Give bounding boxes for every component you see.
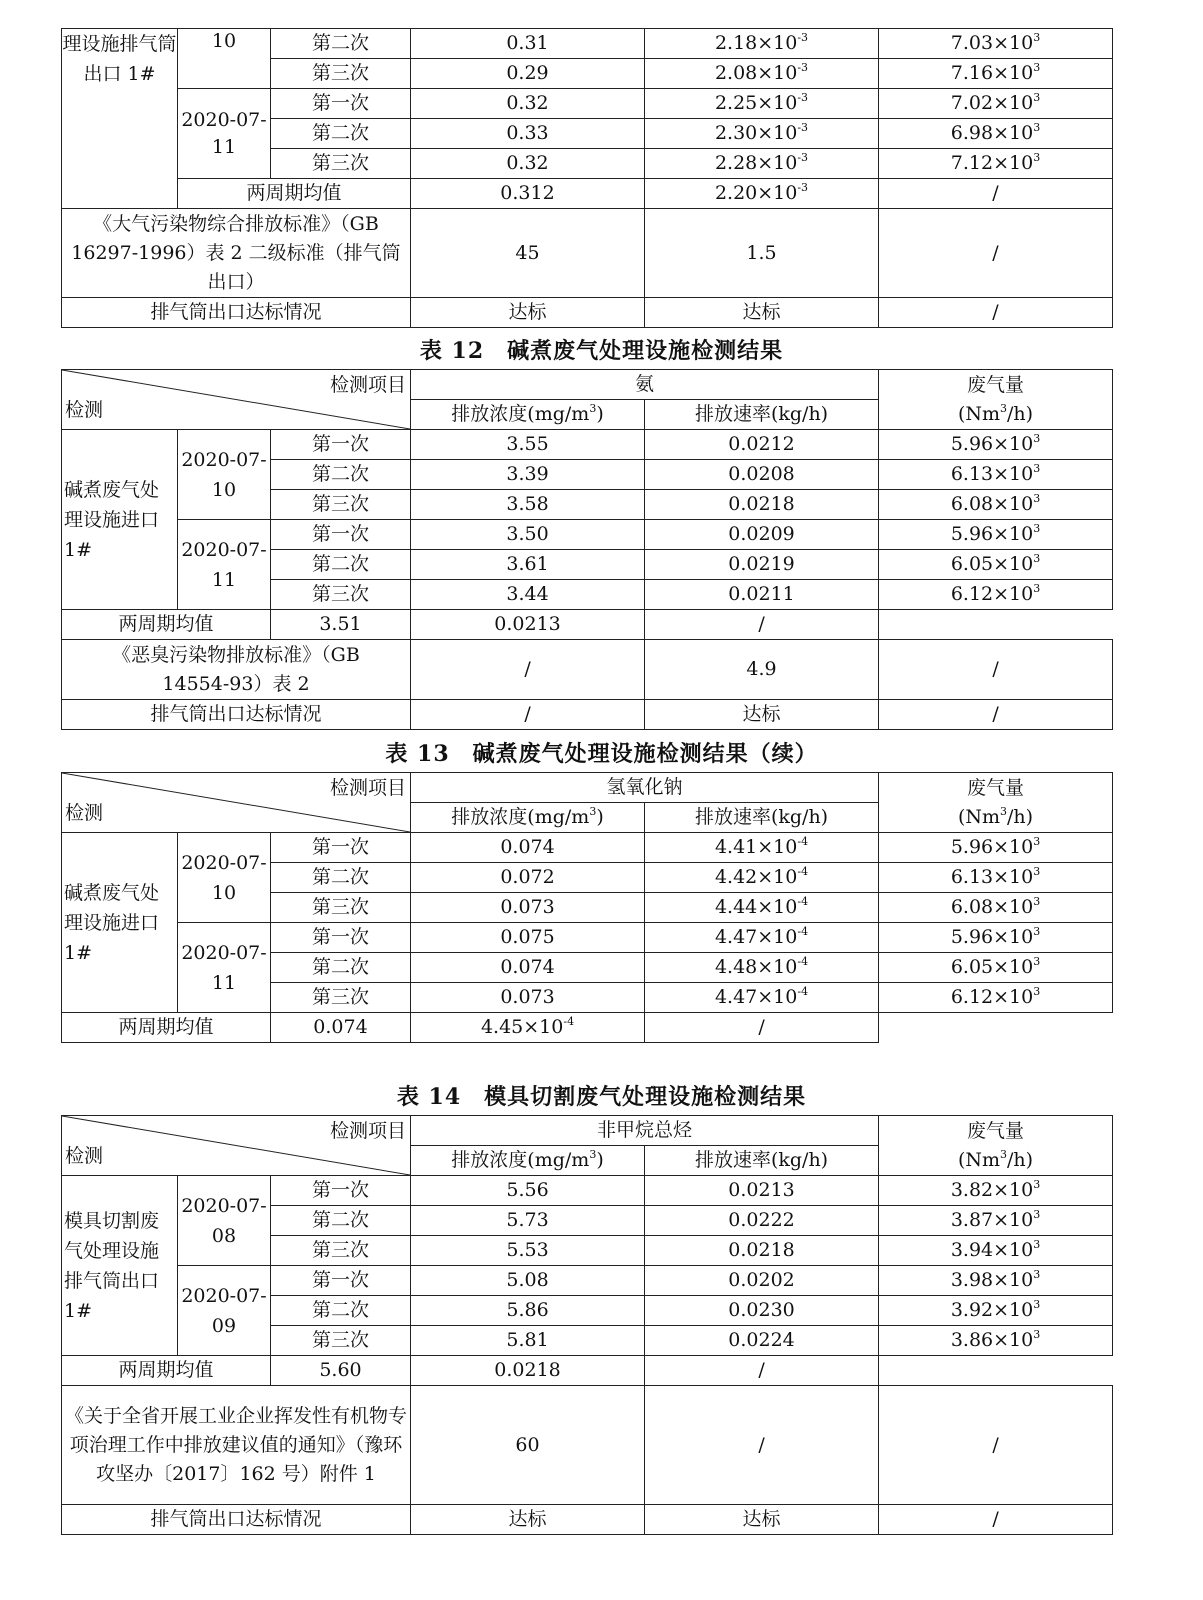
conc-value: 0.312 <box>411 179 645 209</box>
gas-value: $7.02\times 10^3$ <box>879 89 1113 119</box>
rate-header: 排放速率(kg/h) <box>645 1146 879 1176</box>
table-row <box>62 1356 1113 1386</box>
gas-value: $5.96\times 10^3$ <box>879 430 1113 460</box>
site-cell: 碱煮废气处理设施进口 1# <box>62 833 178 1013</box>
rate-value: 达标 <box>645 298 879 328</box>
gas-value: $3.87\times 10^3$ <box>879 1206 1113 1236</box>
table-row <box>62 179 1113 209</box>
run-label: 第三次 <box>271 1326 411 1356</box>
date-cell: 10 <box>178 29 271 89</box>
table-row <box>62 430 1113 460</box>
conc-value: 60 <box>411 1386 645 1505</box>
run-label: 第一次 <box>271 923 411 953</box>
run-label: 第三次 <box>271 983 411 1013</box>
gas-value: $3.98\times 10^3$ <box>879 1266 1113 1296</box>
gas-value: / <box>879 1505 1113 1535</box>
run-label: 第三次 <box>271 1236 411 1266</box>
rate-value: 1.5 <box>645 209 879 298</box>
run-label: 第三次 <box>271 893 411 923</box>
conc-value: 5.86 <box>411 1296 645 1326</box>
table-row <box>62 209 1113 298</box>
rate-value: $2.30\times 10^{-3}$ <box>645 119 879 149</box>
date-cell: 2020-07-11 <box>178 520 271 610</box>
conc-value: 3.39 <box>411 460 645 490</box>
rate-value: $4.47\times 10^{-4}$ <box>645 923 879 953</box>
table-row <box>62 89 1113 119</box>
rate-value: 0.0224 <box>645 1326 879 1356</box>
table-row <box>62 1505 1113 1535</box>
gas-value: $3.92\times 10^3$ <box>879 1296 1113 1326</box>
gas-value: / <box>879 179 1113 209</box>
rate-value: 0.0213 <box>645 1176 879 1206</box>
conc-value: 0.32 <box>411 89 645 119</box>
compliance-label: 排气筒出口达标情况 <box>62 700 411 730</box>
gas-value: $7.16\times 10^3$ <box>879 59 1113 89</box>
gas-volume-header: 废气量 (Nm$^3$/h) <box>879 773 1113 833</box>
average-label: 两周期均值 <box>62 610 271 640</box>
rate-header: 排放速率(kg/h) <box>645 803 879 833</box>
pollutant-header: 氨 <box>411 370 879 400</box>
standard-label: 《大气污染物综合排放标准》（GB 16297-1996）表 2 二级标准（排气筒出口） <box>62 209 411 298</box>
run-label: 第三次 <box>271 59 411 89</box>
conc-value: 3.55 <box>411 430 645 460</box>
gas-volume-header: 废气量 (Nm$^3$/h) <box>879 370 1113 430</box>
gas-value: $5.96\times 10^3$ <box>879 833 1113 863</box>
table-row <box>62 29 1113 59</box>
conc-value: 0.074 <box>411 833 645 863</box>
rate-value: $4.41\times 10^{-4}$ <box>645 833 879 863</box>
gas-value: $3.82\times 10^3$ <box>879 1176 1113 1206</box>
gas-value: $7.12\times 10^3$ <box>879 149 1113 179</box>
table-header-row <box>62 1116 1113 1146</box>
date-cell: 2020-07-10 <box>178 833 271 923</box>
gas-volume-header: 废气量 (Nm$^3$/h) <box>879 1116 1113 1176</box>
run-label: 第一次 <box>271 520 411 550</box>
average-label: 两周期均值 <box>62 1356 271 1386</box>
gas-value: $6.13\times 10^3$ <box>879 863 1113 893</box>
rate-value: $4.47\times 10^{-4}$ <box>645 983 879 1013</box>
conc-value: 3.44 <box>411 580 645 610</box>
detect-header: 检测 <box>65 1145 104 1167</box>
rate-value: $2.28\times 10^{-3}$ <box>645 149 879 179</box>
rate-value: 0.0209 <box>645 520 879 550</box>
detect-header: 检测 <box>65 802 104 824</box>
rate-value: $4.45\times 10^{-4}$ <box>411 1013 645 1043</box>
table-12-caption: 表 12 碱煮废气处理设施检测结果 <box>419 338 784 364</box>
conc-value: 3.51 <box>271 610 411 640</box>
run-label: 第三次 <box>271 149 411 179</box>
run-label: 第二次 <box>271 1206 411 1236</box>
gas-value: $6.05\times 10^3$ <box>879 550 1113 580</box>
gas-value: / <box>879 1386 1113 1505</box>
gas-value: / <box>879 700 1113 730</box>
run-label: 第一次 <box>271 833 411 863</box>
run-label: 第一次 <box>271 1176 411 1206</box>
rate-value: 0.0202 <box>645 1266 879 1296</box>
detect-header: 检测 <box>65 399 104 421</box>
conc-value: 0.073 <box>411 983 645 1013</box>
gas-value: $3.86\times 10^3$ <box>879 1326 1113 1356</box>
site-cell: 理设施排气筒出口 1# <box>62 29 178 209</box>
gas-value: $6.08\times 10^3$ <box>879 893 1113 923</box>
gas-value: $7.03\times 10^3$ <box>879 29 1113 59</box>
gas-value: / <box>645 610 879 640</box>
conc-value: 3.58 <box>411 490 645 520</box>
table-13 <box>61 772 1113 1043</box>
rate-value: / <box>645 1386 879 1505</box>
gas-value: $6.98\times 10^3$ <box>879 119 1113 149</box>
run-label: 第二次 <box>271 863 411 893</box>
gas-value: $6.12\times 10^3$ <box>879 580 1113 610</box>
date-cell: 2020-07-11 <box>178 923 271 1013</box>
gas-value: $6.13\times 10^3$ <box>879 460 1113 490</box>
rate-value: 0.0222 <box>645 1206 879 1236</box>
table-row <box>62 833 1113 863</box>
item-header: 检测项目 <box>330 374 407 396</box>
rate-value: 0.0218 <box>645 1236 879 1266</box>
item-header: 检测项目 <box>330 1120 407 1142</box>
conc-value: / <box>411 700 645 730</box>
site-cell: 模具切割废气处理设施排气筒出口 1# <box>62 1176 178 1356</box>
table-header-row <box>62 773 1113 803</box>
table-11-continuation <box>61 28 1113 328</box>
conc-value: 3.50 <box>411 520 645 550</box>
conc-value: 5.53 <box>411 1236 645 1266</box>
run-label: 第一次 <box>271 89 411 119</box>
conc-value: 0.33 <box>411 119 645 149</box>
conc-value: 0.29 <box>411 59 645 89</box>
run-label: 第一次 <box>271 430 411 460</box>
conc-value: 0.32 <box>411 149 645 179</box>
average-label: 两周期均值 <box>62 1013 271 1043</box>
site-cell: 碱煮废气处理设施进口 1# <box>62 430 178 610</box>
rate-value: $4.42\times 10^{-4}$ <box>645 863 879 893</box>
table-12 <box>61 369 1113 730</box>
table-header-row <box>62 370 1113 400</box>
rate-value: 达标 <box>645 700 879 730</box>
diagonal-header-cell <box>62 1116 411 1176</box>
table-row <box>62 1013 1113 1043</box>
gas-value: $6.12\times 10^3$ <box>879 983 1113 1013</box>
table-row <box>62 1176 1113 1206</box>
run-label: 第三次 <box>271 580 411 610</box>
table-14-caption: 表 14 模具切割废气处理设施检测结果 <box>396 1084 807 1110</box>
rate-value: 0.0218 <box>411 1356 645 1386</box>
table-13-caption: 表 13 碱煮废气处理设施检测结果（续） <box>385 741 818 767</box>
conc-value: 5.56 <box>411 1176 645 1206</box>
run-label: 第三次 <box>271 490 411 520</box>
gas-value: / <box>879 298 1113 328</box>
rate-value: 0.0218 <box>645 490 879 520</box>
run-label: 第二次 <box>271 1296 411 1326</box>
table-row <box>62 640 1113 700</box>
gas-value: / <box>645 1356 879 1386</box>
rate-value: 0.0230 <box>645 1296 879 1326</box>
gas-value: $6.05\times 10^3$ <box>879 953 1113 983</box>
run-label: 第二次 <box>271 119 411 149</box>
rate-header: 排放速率(kg/h) <box>645 400 879 430</box>
conc-header: 排放浓度$(mg/m^3)$ <box>411 1146 645 1176</box>
conc-value: 达标 <box>411 1505 645 1535</box>
conc-header: 排放浓度$(mg/m^3)$ <box>411 803 645 833</box>
date-cell: 2020-07-10 <box>178 430 271 520</box>
table-row <box>62 1266 1113 1296</box>
item-header: 检测项目 <box>330 777 407 799</box>
conc-value: 0.072 <box>411 863 645 893</box>
gas-value: $3.94\times 10^3$ <box>879 1236 1113 1266</box>
standard-label: 《关于全省开展工业企业挥发性有机物专项治理工作中排放建议值的通知》（豫环攻坚办〔2017〕162 号）附件 1 <box>62 1386 411 1505</box>
conc-value: / <box>411 640 645 700</box>
table-row <box>62 520 1113 550</box>
conc-value: 0.074 <box>411 953 645 983</box>
conc-value: 0.31 <box>411 29 645 59</box>
conc-value: 5.60 <box>271 1356 411 1386</box>
gas-value: / <box>879 209 1113 298</box>
rate-value: $2.25\times 10^{-3}$ <box>645 89 879 119</box>
rate-value: 0.0208 <box>645 460 879 490</box>
gas-value: $5.96\times 10^3$ <box>879 520 1113 550</box>
conc-value: 达标 <box>411 298 645 328</box>
table-row <box>62 700 1113 730</box>
run-label: 第二次 <box>271 953 411 983</box>
rate-value: $2.08\times 10^{-3}$ <box>645 59 879 89</box>
conc-value: 5.81 <box>411 1326 645 1356</box>
table-row <box>62 1386 1113 1505</box>
gas-value: $5.96\times 10^3$ <box>879 923 1113 953</box>
table-row <box>62 923 1113 953</box>
conc-value: 5.08 <box>411 1266 645 1296</box>
standard-label: 《恶臭污染物排放标准》（GB 14554-93）表 2 <box>62 640 411 700</box>
date-cell: 2020-07-08 <box>178 1176 271 1266</box>
run-label: 第二次 <box>271 29 411 59</box>
diagonal-header-cell <box>62 370 411 430</box>
gas-value: / <box>645 1013 879 1043</box>
rate-value: $4.48\times 10^{-4}$ <box>645 953 879 983</box>
conc-value: 0.073 <box>411 893 645 923</box>
table-row <box>62 298 1113 328</box>
run-label: 第二次 <box>271 550 411 580</box>
conc-value: 45 <box>411 209 645 298</box>
average-label: 两周期均值 <box>178 179 411 209</box>
run-label: 第一次 <box>271 1266 411 1296</box>
run-label: 第二次 <box>271 460 411 490</box>
pollutant-header: 氢氧化钠 <box>411 773 879 803</box>
pollutant-header: 非甲烷总烃 <box>411 1116 879 1146</box>
table-row <box>62 610 1113 640</box>
rate-value: 0.0213 <box>411 610 645 640</box>
table-14 <box>61 1115 1113 1535</box>
rate-value: 0.0211 <box>645 580 879 610</box>
rate-value: 0.0219 <box>645 550 879 580</box>
rate-value: 达标 <box>645 1505 879 1535</box>
rate-value: $2.20\times 10^{-3}$ <box>645 179 879 209</box>
compliance-label: 排气筒出口达标情况 <box>62 298 411 328</box>
conc-value: 3.61 <box>411 550 645 580</box>
date-cell: 2020-07-09 <box>178 1266 271 1356</box>
rate-value: 4.9 <box>645 640 879 700</box>
conc-value: 0.075 <box>411 923 645 953</box>
conc-value: 0.074 <box>271 1013 411 1043</box>
gas-value: $6.08\times 10^3$ <box>879 490 1113 520</box>
conc-value: 5.73 <box>411 1206 645 1236</box>
conc-header: 排放浓度$(mg/m^3)$ <box>411 400 645 430</box>
date-cell: 2020-07-11 <box>178 89 271 179</box>
diagonal-header-cell <box>62 773 411 833</box>
rate-value: $2.18\times 10^{-3}$ <box>645 29 879 59</box>
compliance-label: 排气筒出口达标情况 <box>62 1505 411 1535</box>
rate-value: $4.44\times 10^{-4}$ <box>645 893 879 923</box>
rate-value: 0.0212 <box>645 430 879 460</box>
gas-value: / <box>879 640 1113 700</box>
